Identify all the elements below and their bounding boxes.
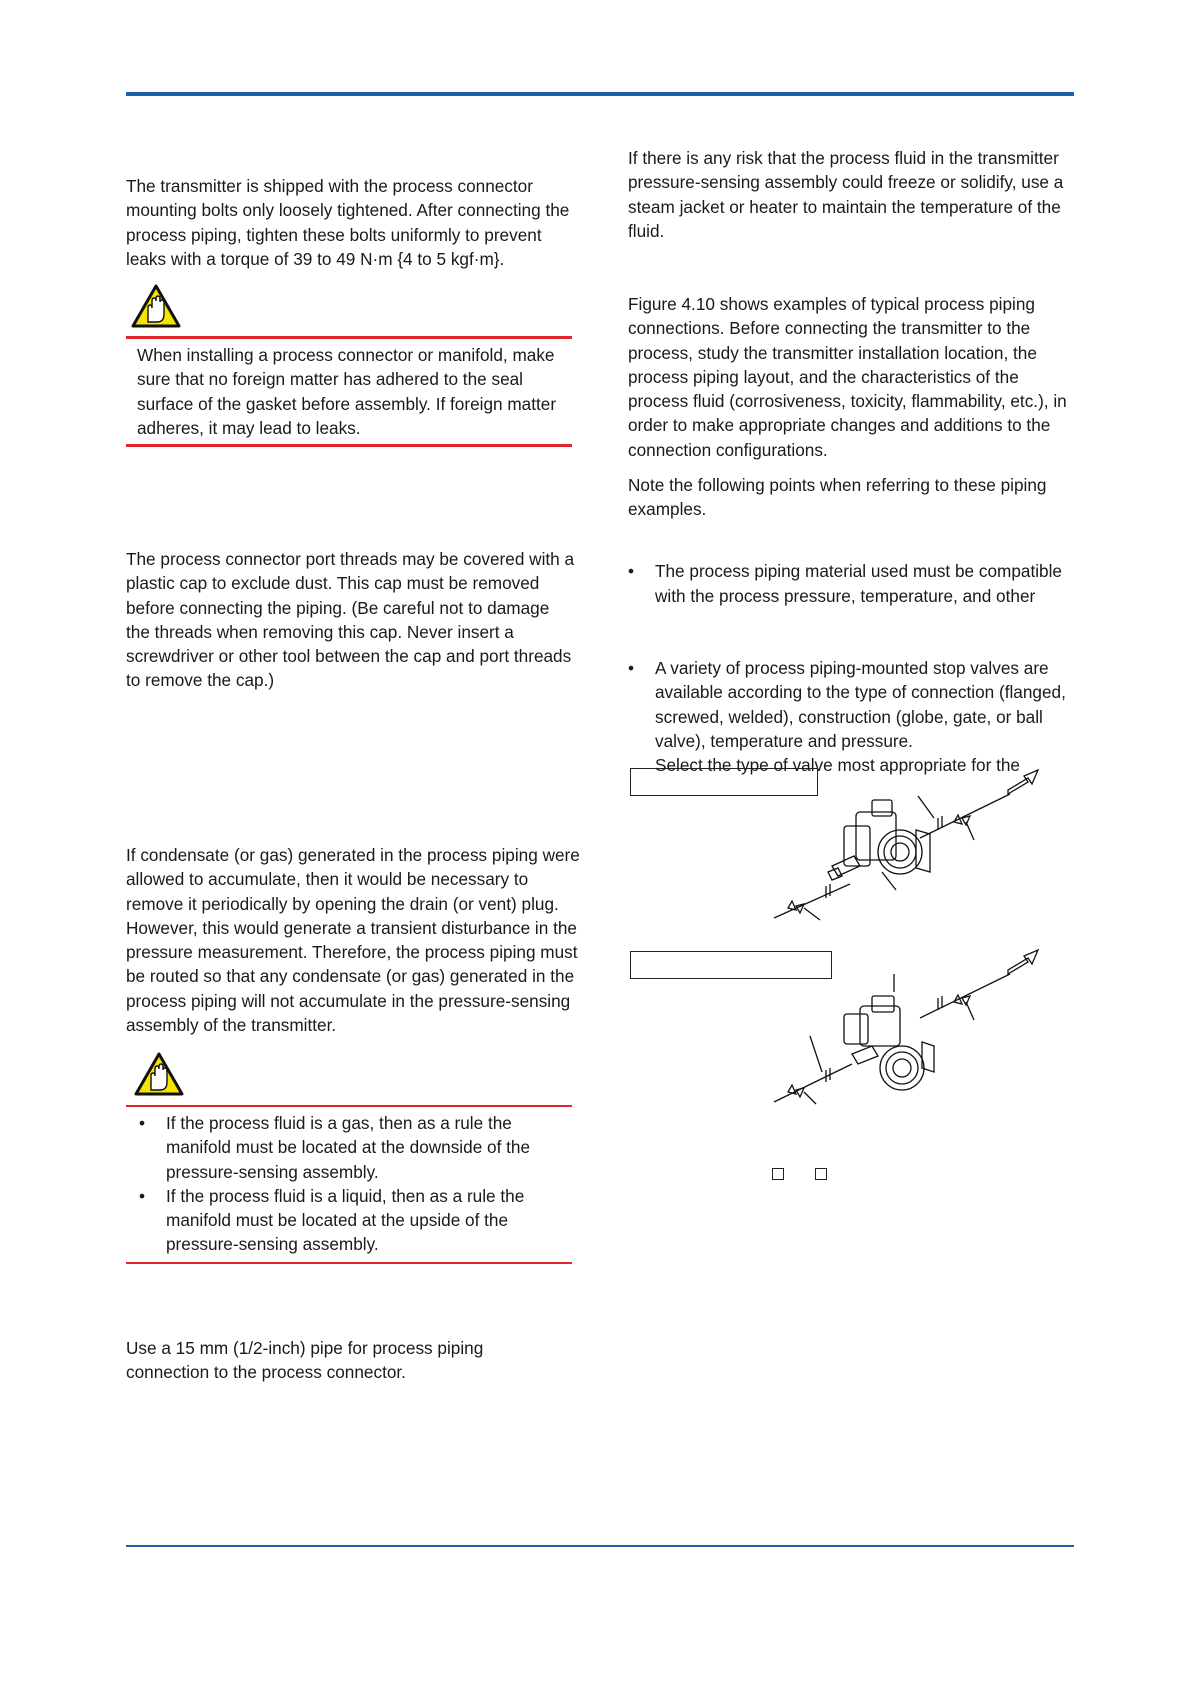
note-paragraph: Note the following points when referring to these piping examples.	[628, 475, 1047, 520]
caution-1-text: When installing a process connector or manifold, make sure that no foreign matter has adhered to the seal surface of the gasket before assembly. If foreign matter adheres, it may lead to leaks.	[137, 345, 557, 438]
caution-2-top-rule	[126, 1105, 572, 1107]
figure-checkbox-1	[772, 1168, 784, 1180]
caution-hand-icon	[134, 1052, 184, 1096]
header-rule	[126, 92, 1074, 96]
caution-2-list	[126, 1111, 572, 1257]
bolts-paragraph: The transmitter is shipped with the process connector mounting bolts only loosely tightened. After connecting the process piping, tighten these bolts uniformly to prevent leaks with a torque of 39 to 49 N·m {4 to 5 kgf·m}.	[126, 176, 570, 269]
piping-note-item: • A variety of process piping-mounted stop valves are available according to the type of connection (flanged, screwed, welded), construction (globe, gate, or ball valve), temperature and pressure. Select the type of valve most appropriate for the	[615, 656, 1077, 777]
piping-note-item: • The process piping material used must be compatible with the process pressure, temperature, and other	[615, 559, 1077, 608]
caution-2-bottom-rule	[126, 1262, 572, 1264]
caution-hand-icon	[131, 284, 181, 328]
footer-rule	[126, 1545, 1074, 1547]
condensate-paragraph: If condensate (or gas) generated in the process piping were allowed to accumulate, then it would be necessary to remove it periodically by opening the drain (or vent) plug. However, this would generate a transient disturbance in the pressure measurement. Therefore, the process piping must be routed so that any condensate (or gas) generated in the process piping will not accumulate in the pressure-sensing assembly of the transmitter.	[126, 845, 580, 1036]
figure-checkbox-2	[815, 1168, 827, 1180]
piping-diagram-1	[760, 760, 1040, 930]
cap-paragraph: The process connector port threads may be covered with a plastic cap to exclude dust. This cap must be removed before connecting the piping. (Be careful not to damage the threads when removing this cap. Never insert a screwdriver or other tool between the cap and port threads to remove the cap.)	[126, 549, 575, 691]
caution-2-item: • If the process fluid is a liquid, then as a rule the manifold must be located at the upside of the pressure-sensing assembly.	[126, 1184, 572, 1257]
caution-2-item: • If the process fluid is a gas, then as a rule the manifold must be located at the downside of the pressure-sensing assembly.	[126, 1111, 572, 1184]
caution-1-bottom-rule	[126, 444, 572, 447]
figure-intro-paragraph: Figure 4.10 shows examples of typical process piping connections. Before connecting the transmitter to the process, study the transmitter installation location, the process piping layout, and the characteristics of the process fluid (corrosiveness, toxicity, flammability, etc.), in order to make appropriate changes and additions to the connection configurations.	[628, 294, 1067, 460]
caution-1-top-rule	[126, 336, 572, 339]
pipe-size-paragraph: Use a 15 mm (1/2-inch) pipe for process piping connection to the process connector.	[126, 1338, 484, 1383]
piping-diagram-2	[760, 944, 1040, 1119]
freeze-paragraph: If there is any risk that the process fluid in the transmitter pressure-sensing assembly could freeze or solidify, use a steam jacket or heater to maintain the temperature of the fluid.	[628, 148, 1064, 241]
